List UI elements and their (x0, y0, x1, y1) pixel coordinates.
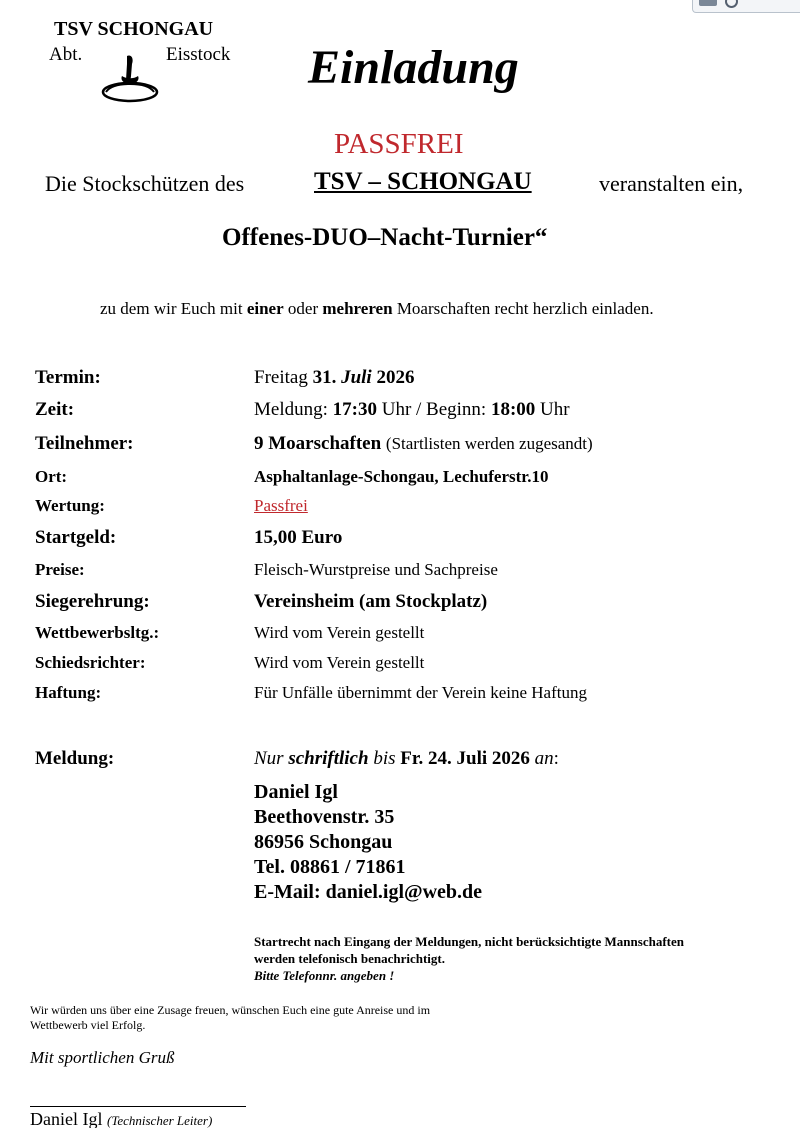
zeit-value: Meldung: 17:30 Uhr / Beginn: 18:00 Uhr (254, 399, 570, 420)
globe-icon[interactable] (725, 0, 738, 8)
browser-toolbar-fragment (692, 0, 800, 13)
signature-line (30, 1106, 246, 1107)
contact-street: Beethovenstr. 35 (254, 806, 395, 828)
intro-end: veranstalten ein, (599, 171, 744, 196)
meldung-label: Meldung: (35, 748, 115, 769)
preise-label: Preise: (35, 560, 85, 579)
eisstock-icon (100, 52, 160, 108)
club-name: TSV SCHONGAU (54, 18, 214, 40)
intro-club-name: TSV – SCHONGAU (314, 168, 532, 195)
dept-prefix: Abt. (49, 44, 83, 65)
termin-label: Termin: (35, 367, 101, 388)
page-title: Einladung (308, 41, 519, 94)
startrecht-note-line1: Startrecht nach Eingang der Meldungen, nicht berücksichtigte Mannschaften (254, 934, 684, 949)
ort-value: Asphaltanlage-Schongau, Lechuferstr.10 (254, 467, 549, 486)
intro-start: Die Stockschützen des (45, 171, 245, 196)
meldung-deadline: Nur schriftlich bis Fr. 24. Juli 2026 an: (254, 748, 559, 769)
greeting: Mit sportlichen Gruß (30, 1048, 175, 1067)
startgeld-label: Startgeld: (35, 527, 117, 548)
wettbewerb-label: Wettbewerbsltg.: (35, 623, 160, 642)
startgeld-value: 15,00 Euro (254, 527, 343, 548)
wettbewerb-value: Wird vom Verein gestellt (254, 623, 425, 642)
closing-line1: Wir würden uns über eine Zusage freuen, wünschen Euch eine gute Anreise und im (30, 1003, 431, 1017)
ort-label: Ort: (35, 467, 68, 486)
preise-value: Fleisch-Wurstpreise und Sachpreise (254, 560, 498, 579)
haftung-label: Haftung: (35, 683, 102, 702)
schiedsrichter-label: Schiedsrichter: (35, 653, 146, 672)
wertung-label: Wertung: (35, 496, 105, 515)
zeit-label: Zeit: (35, 399, 75, 420)
toolbar-icon[interactable] (699, 0, 717, 6)
schiedsrichter-value: Wird vom Verein gestellt (254, 653, 425, 672)
contact-city: 86956 Schongau (254, 831, 393, 853)
teilnehmer-value: 9 Moarschaften (Startlisten werden zugesandt) (254, 433, 593, 454)
termin-value: Freitag 31. Juli 2026 (254, 367, 415, 388)
phone-request-note: Bitte Telefonnr. angeben ! (254, 968, 395, 983)
contact-phone: Tel. 08861 / 71861 (254, 856, 406, 878)
startrecht-note-line2: werden telefonisch benachrichtigt. (254, 951, 446, 966)
siegerehrung-label: Siegerehrung: (35, 591, 150, 612)
haftung-value: Für Unfälle übernimmt der Verein keine Haftung (254, 683, 587, 702)
wertung-value[interactable]: Passfrei (254, 496, 308, 515)
contact-name: Daniel Igl (254, 781, 338, 803)
invite-line: zu dem wir Euch mit einer oder mehreren Moarschaften recht herzlich einladen. (100, 299, 654, 318)
contact-email[interactable]: E-Mail: daniel.igl@web.de (254, 881, 483, 903)
closing-line2: Wettbewerb viel Erfolg. (30, 1018, 146, 1032)
tournament-name: Offenes-DUO–Nacht-Turnier“ (222, 224, 548, 251)
siegerehrung-value: Vereinsheim (am Stockplatz) (254, 591, 488, 612)
passfrei-heading: PASSFREI (334, 128, 464, 160)
dept-name: Eisstock (166, 44, 231, 65)
signer: Daniel Igl (Technischer Leiter) (30, 1109, 213, 1128)
teilnehmer-label: Teilnehmer: (35, 433, 134, 454)
